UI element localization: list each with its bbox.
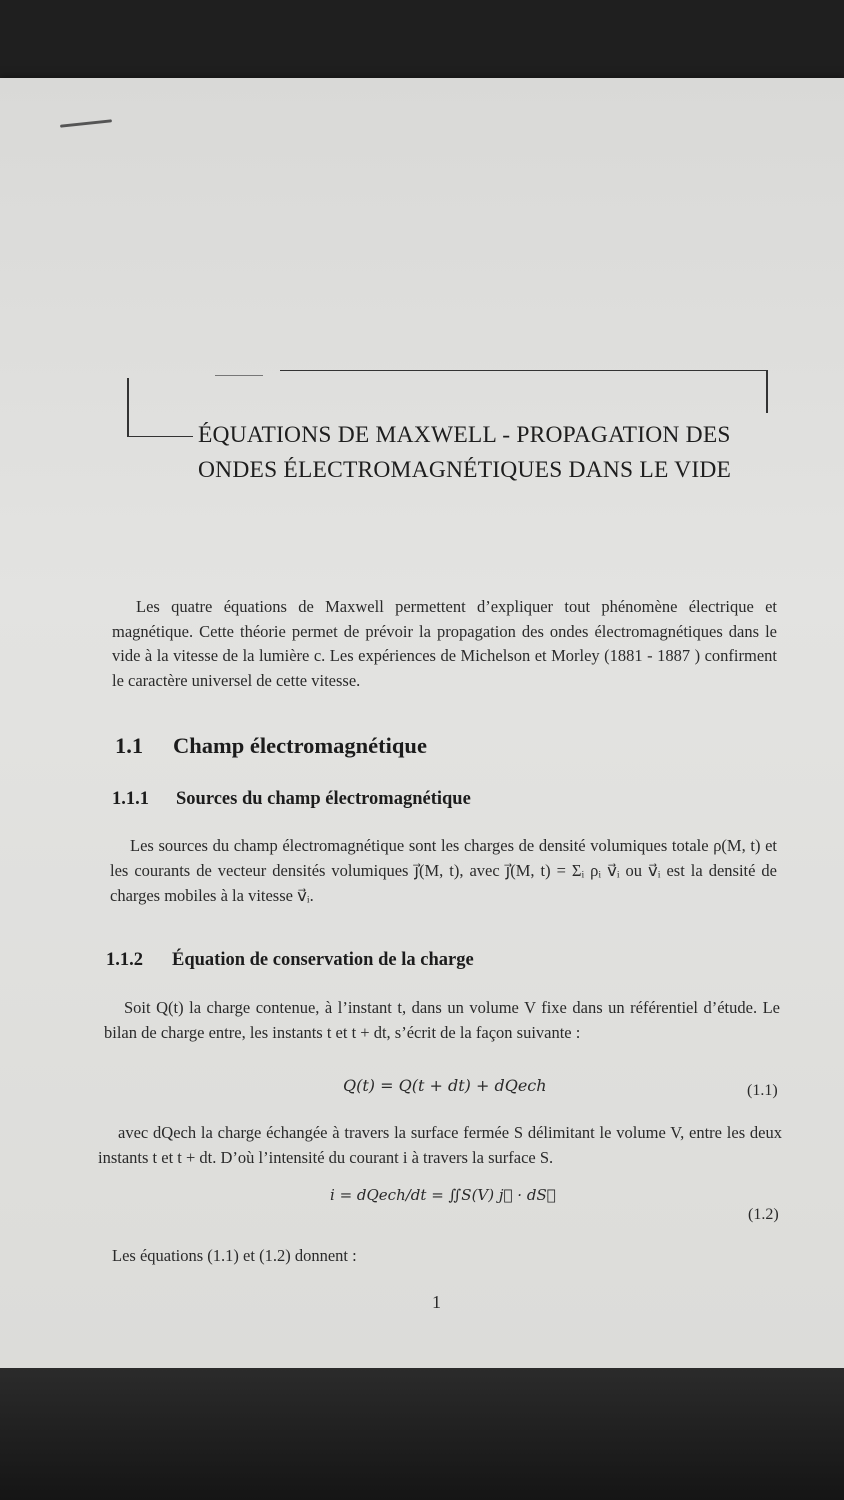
subsection-1-title: Sources du champ électromagnétique (176, 789, 471, 809)
chapter-frame-top-short (215, 375, 263, 376)
subsection-2-paragraph-2 (98, 1120, 782, 1170)
intro-paragraph (112, 595, 777, 693)
chapter-frame-top (280, 370, 768, 371)
equation-1-1-number: (1.1) (747, 1082, 778, 1099)
equation-1-2: i = dQech/dt = ∬S(V) j⃗ · dS⃗ (330, 1186, 556, 1204)
subsection-2-number: 1.1.2 (106, 950, 143, 970)
subsection-2-paragraph-3 (112, 1243, 512, 1268)
chapter-frame-left (127, 378, 129, 436)
subsection-1-text: Les sources du champ électromagnétique sont les charges de densité volumiques totale ρ(M, t) et les courants de vecteur densités volumiques j⃗(M, t), avec j⃗(M, t) = Σᵢ ρᵢ v⃗ᵢ ou v⃗ᵢ est la densité de charges mobiles à la vitesse v⃗ᵢ. (110, 836, 777, 905)
dark-background-bottom (0, 1368, 844, 1500)
chapter-title-line-1: ÉQUATIONS DE MAXWELL - PROPAGATION DES (198, 422, 731, 448)
chapter-frame-bottom (127, 436, 193, 437)
subsection-2-paragraph-1 (104, 995, 780, 1045)
subsection-heading-1 (112, 789, 471, 810)
chapter-title-line-2: ONDES ÉLECTROMAGNÉTIQUES DANS LE VIDE (198, 457, 732, 483)
subsection-2-title: Équation de conservation de la charge (172, 950, 474, 970)
section-number: 1.1 (115, 733, 144, 758)
subsection-2-text-2: avec dQech la charge échangée à travers la surface fermée S délimitant le volume V, entre les deux instants t et t + dt. D’où l’intensité du courant i à travers la surface S. (98, 1123, 782, 1167)
subsection-1-paragraph (110, 833, 777, 908)
chapter-frame-right (766, 370, 768, 413)
page-sheet (0, 78, 844, 1368)
subsection-2-text-3: Les équations (1.1) et (1.2) donnent : (112, 1246, 357, 1265)
equation-1-1: Q(t) = Q(t + dt) + dQech (343, 1076, 547, 1095)
equation-1-2-number: (1.2) (748, 1206, 779, 1223)
section-heading (115, 733, 427, 759)
subsection-2-text-1: Soit Q(t) la charge contenue, à l’instant t, dans un volume V fixe dans un référentiel d’étude. Le bilan de charge entre, les instants t et t + dt, s’écrit de la façon suivante : (104, 998, 780, 1042)
intro-text: Les quatre équations de Maxwell permettent d’expliquer tout phénomène électrique et magnétique. Cette théorie permet de prévoir la propagation des ondes électromagnétiques dans le vide à la vitesse de la lumière c. Les expériences de Michelson et Morley (1881 - 1887 ) confirment le caractère universel de cette vitesse. (112, 597, 777, 690)
subsection-heading-2 (106, 950, 474, 971)
subsection-1-number: 1.1.1 (112, 789, 149, 809)
chapter-title (198, 418, 788, 488)
page-number: 1 (432, 1292, 441, 1312)
section-title: Champ électromagnétique (173, 733, 427, 758)
